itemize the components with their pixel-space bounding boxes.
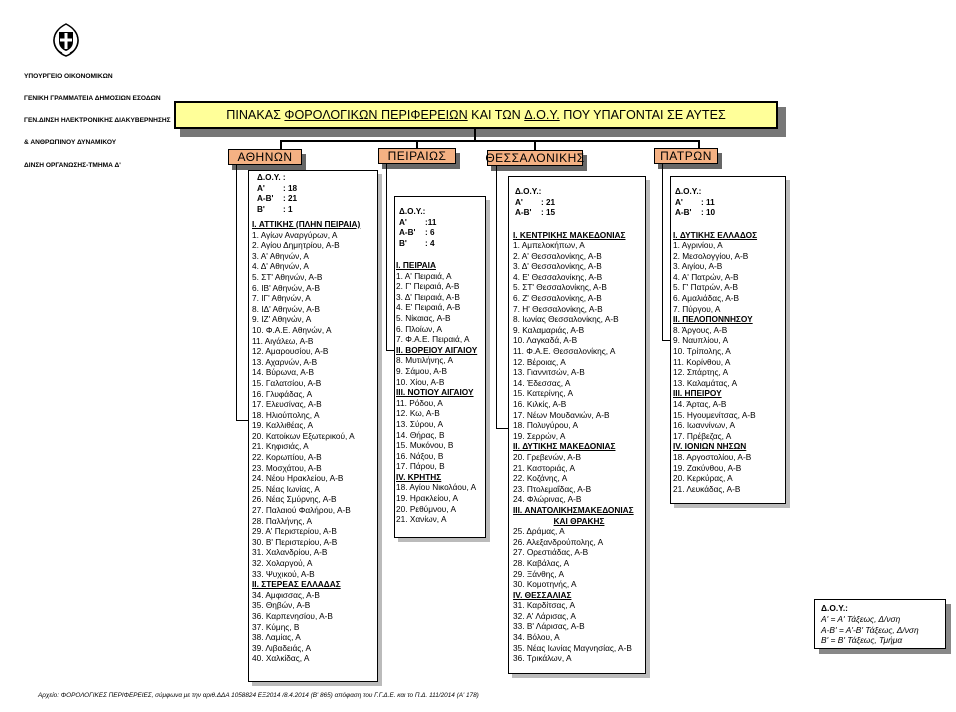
doy-title: Δ.Ο.Υ.: — [399, 207, 426, 216]
tax-office-item: 12. Βέροιας, Α — [513, 356, 566, 367]
tax-office-item: 12. Κω, Α-Β — [396, 408, 440, 419]
tax-office-item: 1. Αγρινίου, Α — [673, 240, 723, 251]
doy-count-class: Α' — [515, 197, 523, 207]
ministry-header — [24, 58, 171, 177]
tax-office-item: 38. Λαμίας, Α — [252, 632, 301, 643]
doy-title: Δ.Ο.Υ. : — [257, 173, 286, 182]
tax-office-item: 9. Σάμου, Α-Β — [396, 365, 448, 376]
tax-office-item: 6. Πλοίων, Α — [396, 323, 443, 334]
tax-office-item: 28. Παλλήνης, Α — [252, 515, 312, 526]
tree-line — [386, 350, 394, 351]
doy-counts — [395, 197, 485, 249]
tax-office-item: 1. Αγίων Αναργύρων, Α — [252, 229, 338, 240]
doy-count-row — [257, 194, 377, 205]
tax-office-item: 8. Ιωνίας Θεσσαλονίκης, Α-Β — [513, 314, 619, 325]
panel-thessaloniki — [508, 176, 646, 674]
tax-office-item: 37. Κύμης, Β — [252, 621, 300, 632]
tax-office-item: 26. Αλεξανδρούπολης, Α — [513, 536, 604, 547]
tax-office-item: 17. Ελευσίνας, Α-Β — [252, 399, 322, 410]
legend-line: Α-Β' = Α'-Β' Τάξεως, Δ/νση — [821, 624, 919, 635]
region-tab-athens: ΑΘΗΝΩΝ — [228, 149, 302, 165]
title-text-underlined: Δ.Ο.Υ. — [524, 108, 560, 122]
tax-office-item: 39. Λιβαδειάς, Α — [252, 642, 311, 653]
tax-office-item: 20. Γρεβενών, Α-Β — [513, 451, 582, 462]
tax-office-item: 25. Δράμας, Α — [513, 526, 565, 537]
subregion-heading: IV. ΙΟΝΙΩΝ ΝΗΣΩΝ — [673, 441, 747, 452]
tax-office-item: 10. Φ.Α.Ε. Αθηνών, Α — [252, 324, 332, 335]
doy-count-value: : 21 — [541, 197, 556, 207]
tax-office-item: 35. Νέας Ιωνίας Μαγνησίας, Α-Β — [513, 642, 632, 653]
tax-office-item: 16. Κιλκίς, Α-Β — [513, 399, 567, 409]
title-text-underlined: ΦΟΡΟΛΟΓΙΚΩΝ ΠΕΡΙΦΕΡΕΙΩΝ — [284, 108, 468, 122]
tree-line — [496, 166, 497, 428]
panel-patras — [670, 176, 786, 504]
tax-office-item: 10. Χίου, Α-Β — [396, 376, 445, 387]
tax-office-item: 3. Δ' Θεσσαλονίκης, Α-Β — [513, 261, 602, 272]
tax-office-list — [671, 219, 785, 495]
doy-count-class: Α-Β' — [399, 228, 416, 237]
doy-count-class: Α-Β' — [675, 208, 692, 217]
ministry-line: ΓΕΝΙΚΗ ΓΡΑΜΜΑΤΕΙΑ ΔΗΜΟΣΙΩΝ ΕΣΟΔΩΝ — [24, 95, 161, 103]
tax-office-item: 3. Α' Αθηνών, Α — [252, 250, 309, 261]
tax-office-item: 13. Καλαμάτας, Α — [673, 377, 738, 388]
tax-office-item: 22. Κοζάνης, Α — [513, 473, 568, 484]
region-tab-patras: ΠΑΤΡΩΝ — [654, 148, 718, 164]
tax-office-item: 29. Α' Περιστερίου, Α-Β — [252, 526, 337, 537]
legend-line: Β' = Β' Τάξεως, Τμήμα — [821, 635, 903, 646]
tax-office-item: 28. Καβάλας, Α — [513, 557, 570, 568]
tax-office-item: 22. Κορωπίου, Α-Β — [252, 452, 322, 463]
doy-title: Δ.Ο.Υ.: — [515, 187, 542, 196]
tax-office-item: 11. Ρόδου, Α — [396, 397, 443, 408]
doy-count-value: : 10 — [701, 208, 716, 217]
tax-office-item: 4. Ε' Θεσσαλονίκης, Α-Β — [513, 271, 603, 282]
tax-office-item: 14. Άρτας, Α-Β — [673, 399, 727, 409]
doy-count-row — [399, 228, 485, 239]
tax-office-item: 30. Κομοτηνής, Α — [513, 579, 577, 590]
tax-office-item: 18. Ηλιούπολης, Α — [252, 409, 320, 420]
doy-count-class: Α-Β' — [257, 194, 274, 203]
tax-office-item: 34. Αμφισσας, Α-Β — [252, 589, 320, 600]
tax-office-item: 16. Ιωαννίνων, Α — [673, 420, 736, 431]
tax-office-item: 7. Πύργου, Α — [673, 303, 721, 314]
tax-office-item: 36. Τρικάλων, Α — [513, 653, 572, 664]
tax-office-item: 17. Πάρου, Β — [396, 461, 445, 472]
doy-count-value: : 11 — [701, 197, 715, 207]
subregion-heading: IV. ΚΡΗΤΗΣ — [396, 471, 442, 482]
title-text: ΠΟΥ ΥΠΑΓΟΝΤΑΙ ΣΕ ΑΥΤΕΣ — [563, 108, 726, 122]
tax-office-item: 5. ΣΤ' Αθηνών, Α-Β — [252, 271, 323, 282]
doy-count-class: Α' — [257, 183, 265, 193]
legend-line: Α' = Α' Τάξεως, Δ/νση — [821, 613, 901, 624]
doy-count-row — [257, 184, 377, 195]
doy-count-value: : 4 — [425, 238, 435, 248]
doy-count-value: :11 — [425, 217, 437, 227]
tax-office-item: 8. Άργους, Α-Β — [673, 324, 728, 335]
tax-office-item: 33. Β' Λάρισας, Α-Β — [513, 621, 585, 632]
title-text: ΠΙΝΑΚΑΣ — [226, 108, 281, 122]
tax-office-item: 4. Ε' Πειραιά, Α-Β — [396, 302, 461, 313]
tax-office-item: 36. Καρπενησίου, Α-Β — [252, 610, 333, 621]
tax-office-item: 15. Κατερίνης, Α — [513, 388, 574, 399]
doy-count-value: : 15 — [541, 208, 556, 217]
tax-office-item: 13. Σύρου, Α — [396, 418, 444, 429]
legend — [814, 599, 946, 649]
tax-office-item: 6. Αμαλιάδας, Α-Β — [673, 293, 740, 304]
subregion-heading: ΚΑΙ ΘΡΑΚΗΣ — [553, 515, 605, 526]
connector-line — [280, 140, 700, 142]
tax-office-item: 23. Πτολεμαΐδας, Α-Β — [513, 483, 592, 494]
tax-office-item: 6. ΙΒ' Αθηνών, Α-Β — [252, 282, 321, 293]
tax-office-item: 35. Θηβών, Α-Β — [252, 600, 311, 611]
tax-office-item: 31. Καρδίτσας, Α — [513, 600, 576, 611]
tax-office-item: 8. ΙΔ' Αθηνών, Α-Β — [252, 303, 321, 314]
tax-office-item: 16. Νάξου, Β — [396, 450, 444, 461]
tax-office-item: 12. Αμαρουσίου, Α-Β — [252, 346, 329, 357]
ministry-line: ΔΙΝΣΗ ΟΡΓΑΝΩΣΗΣ-ΤΜΗΜΑ Δ' — [24, 161, 121, 169]
tax-office-item: 27. Ορεστιάδας, Α-Β — [513, 547, 589, 558]
tax-office-item: 14. Θήρας, Β — [396, 429, 445, 440]
tax-office-item: 29. Ξάνθης, Α — [513, 568, 565, 579]
tax-office-item: 25. Νέας Ιωνίας, Α — [252, 483, 320, 494]
tax-office-item: 9. Καλαμαριάς, Α-Β — [513, 324, 585, 335]
tax-office-item: 10. Τρίπολης, Α — [673, 346, 731, 357]
tree-line — [236, 165, 237, 420]
tax-office-item: 20. Κερκύρας, Α — [673, 473, 733, 484]
tree-line — [496, 428, 508, 429]
footer-note: Αρχείο: ΦΟΡΟΛΟΓΙΚΕΣ ΠΕΡΙΦΕΡΕΙΕΣ, σύμφωνα με την αριθ.ΔΔΑ 1058824 ΕΞ2014 /8.4.2014 (Β' 865) απόφαση του Γ.Γ.Δ.Ε. και το Π.Δ. 111/2014 (Α' 178) — [38, 692, 479, 699]
subregion-heading: I. ΑΤΤΙΚΗΣ (ΠΛΗΝ ΠΕΙΡΑΙΑ) — [252, 219, 361, 229]
tax-office-item: 19. Καλλιθέας, Α — [252, 420, 314, 431]
tax-office-item: 2. Γ' Πειραιά, Α-Β — [396, 281, 460, 292]
doy-count-row — [675, 208, 785, 219]
panel-athens — [248, 170, 378, 682]
doy-count-value: : 1 — [283, 204, 293, 214]
tax-office-item: 11. Φ.Α.Ε. Θεσσαλονίκης, Α — [513, 346, 616, 357]
tree-line — [662, 340, 670, 341]
tax-office-item: 18. Αργοστολίου, Α-Β — [673, 451, 752, 462]
subregion-heading: II. ΒΟΡΕΙΟΥ ΑΙΓΑΙΟΥ — [396, 344, 478, 355]
tax-office-item: 21. Χανίων, Α — [396, 514, 447, 525]
doy-count-class: Α' — [675, 197, 683, 207]
doy-counts — [509, 177, 645, 219]
tax-office-item: 13. Αχαρνών, Α-Β — [252, 356, 318, 367]
doy-count-row — [675, 198, 785, 209]
tax-office-item: 2. Α' Θεσσαλονίκης, Α-Β — [513, 250, 602, 261]
doy-counts — [671, 177, 785, 219]
tax-office-item: 3. Δ' Πειραιά, Α-Β — [396, 291, 460, 302]
greek-coat-of-arms-icon — [48, 22, 84, 58]
tax-office-list — [395, 249, 485, 525]
title-text: ΚΑΙ ΤΩΝ — [471, 108, 521, 122]
tax-office-item: 9. Ναυπλίου, Α — [673, 335, 729, 346]
subregion-heading: I. ΔΥΤΙΚΗΣ ΕΛΛΑΔΟΣ — [673, 229, 758, 240]
subregion-heading: III. ΗΠΕΙΡΟΥ — [673, 388, 722, 399]
tax-office-item: 2. Αγίου Δημητρίου, Α-Β — [252, 240, 340, 251]
tax-office-item: 1. Α' Πειραιά, Α — [396, 270, 452, 281]
tax-office-item: 1. Αμπελοκήπων, Α — [513, 240, 585, 251]
ministry-line: ΓΕΝ.ΔΙΝΣΗ ΗΛΕΚΤΡΟΝΙΚΗΣ ΔΙΑΚΥΒΕΡΝΗΣΗΣ — [24, 117, 171, 125]
tax-office-item: 8. Μυτιλήνης, Α — [396, 355, 454, 366]
tax-office-item: 9. ΙΖ' Αθηνών, Α — [252, 314, 312, 325]
tax-office-item: 32. Α' Λάρισας, Α — [513, 610, 576, 621]
tax-office-item: 31. Χαλανδρίου, Α-Β — [252, 547, 328, 558]
tax-office-item: 21. Κηφισιάς, Α — [252, 441, 309, 452]
tax-office-item: 13. Γιαννιτσών, Α-Β — [513, 367, 585, 378]
tax-office-item: 16. Γλυφάδας, Α — [252, 388, 313, 399]
tax-office-item: 20. Ρεθύμνου, Α — [396, 503, 456, 514]
doy-count-class: Β' — [257, 204, 265, 214]
region-tab-thessaloniki: ΘΕΣΣΑΛΟΝΙΚΗΣ — [485, 151, 585, 165]
tax-office-item: 24. Φλώρινας, Α-Β — [513, 494, 582, 505]
ministry-line: ΥΠΟΥΡΓΕΙΟ ΟΙΚΟΝΟΜΙΚΩΝ — [24, 72, 113, 80]
tax-office-item: 5. Γ' Πατρών, Α-Β — [673, 282, 739, 293]
region-tab-piraeus: ΠΕΙΡΑΙΩΣ — [378, 148, 456, 164]
tax-office-item: 18. Πολυγύρου, Α — [513, 420, 579, 431]
subregion-heading: II. ΔΥΤΙΚΗΣ ΜΑΚΕΔΟΝΙΑΣ — [513, 441, 616, 452]
tax-office-item: 18. Αγίου Νικολάου, Α — [396, 482, 477, 493]
tax-office-item: 17. Πρέβεζας, Α — [673, 430, 732, 441]
tax-office-item: 5. Νίκαιας, Α-Β — [396, 312, 451, 323]
doy-count-row — [515, 198, 645, 209]
tax-office-item: 17. Νέων Μουδανιών, Α-Β — [513, 409, 610, 420]
doy-count-class: Α-Β' — [515, 208, 532, 217]
tax-office-item: 14. Βύρωνα, Α-Β — [252, 367, 315, 378]
tax-office-list — [509, 219, 645, 664]
doy-title: Δ.Ο.Υ.: — [675, 187, 702, 196]
tree-line — [662, 164, 663, 340]
tax-office-item: 7. ΙΓ' Αθηνών, Α — [252, 293, 311, 304]
doy-count-row — [399, 239, 485, 250]
tax-office-list — [249, 215, 377, 664]
subregion-heading: I. ΠΕΙΡΑΙΑ — [396, 260, 436, 270]
doy-count-row — [257, 205, 377, 216]
tax-office-item: 27. Παλαιού Φαλήρου, Α-Β — [252, 505, 351, 516]
tax-office-item: 5. ΣΤ' Θεσσαλονίκης, Α-Β — [513, 282, 607, 293]
subregion-heading: III. ΝΟΤΙΟΥ ΑΙΓΑΙΟΥ — [396, 387, 474, 398]
tax-office-item: 32. Χολαργού, Α — [252, 558, 313, 568]
tax-office-item: 14. Έδεσσας, Α — [513, 377, 571, 388]
tax-office-item: 19. Ζακύνθου, Α-Β — [673, 462, 742, 473]
legend-title: Δ.Ο.Υ.: — [821, 603, 848, 613]
ministry-line: & ΑΝΘΡΩΠΙΝΟΥ ΔΥΝΑΜΙΚΟΥ — [24, 139, 117, 147]
doy-count-row — [515, 208, 645, 219]
doy-count-row — [399, 218, 485, 229]
tax-office-item: 7. Φ.Α.Ε. Πειραιά, Α — [396, 334, 470, 345]
tax-office-item: 26. Νέας Σμύρνης, Α-Β — [252, 494, 337, 505]
doy-count-value: : 6 — [425, 228, 435, 237]
tax-office-item: 23. Μοσχάτου, Α-Β — [252, 462, 322, 473]
tax-office-item: 24. Νέου Ηρακλείου, Α-Β — [252, 473, 344, 484]
subregion-heading: II. ΣΤΕΡΕΑΣ ΕΛΛΑΔΑΣ — [252, 579, 341, 590]
tax-office-item: 11. Κορίνθου, Α — [673, 356, 731, 367]
tax-office-item: 2. Μεσολογγίου, Α-Β — [673, 250, 749, 261]
tax-office-item: 21. Καστοριάς, Α — [513, 462, 576, 473]
subregion-heading: II. ΠΕΛΟΠΟΝΝΗΣΟΥ — [673, 314, 753, 325]
tax-office-item: 3. Αιγίου, Α-Β — [673, 261, 723, 272]
tax-office-item: 19. Σερρών, Α — [513, 430, 566, 441]
tax-office-item: 15. Μυκόνου, Β — [396, 440, 454, 451]
subregion-heading: I. ΚΕΝΤΡΙΚΗΣ ΜΑΚΕΔΟΝΙΑΣ — [513, 229, 626, 240]
tax-office-item: 6. Ζ' Θεσσαλονίκης, Α-Β — [513, 293, 602, 304]
tax-office-item: 11. Αιγάλεω, Α-Β — [252, 335, 314, 346]
page-title — [174, 101, 778, 129]
tax-office-item: 33. Ψυχικού, Α-Β — [252, 568, 315, 579]
tax-office-item: 30. Β' Περιστερίου, Α-Β — [252, 536, 338, 547]
tree-line — [386, 164, 387, 350]
doy-count-class: Β' — [399, 238, 407, 248]
connector-line — [474, 129, 476, 142]
doy-count-value: : 18 — [283, 183, 298, 193]
tax-office-item: 4. Δ' Αθηνών, Α — [252, 261, 309, 272]
tree-line — [236, 420, 248, 421]
subregion-heading: IV. ΘΕΣΣΑΛΙΑΣ — [513, 589, 572, 600]
tax-office-item: 7. Η' Θεσσαλονίκης, Α-Β — [513, 303, 603, 314]
tax-office-item: 40. Χαλκίδας, Α — [252, 653, 310, 664]
tax-office-item: 4. Α' Πατρών, Α-Β — [673, 271, 739, 282]
doy-count-value: : 21 — [283, 194, 298, 203]
tax-office-item: 15. Γαλατσίου, Α-Β — [252, 377, 322, 388]
subregion-heading: III. ΑΝΑΤΟΛΙΚΗΣΜΑΚΕΔΟΝΙΑΣ — [513, 504, 634, 515]
tax-office-item: 20. Κατοίκων Εξωτερικού, Α — [252, 430, 355, 441]
panel-piraeus — [394, 196, 486, 538]
tax-office-item: 19. Ηρακλείου, Α — [396, 493, 459, 504]
tax-office-item: 34. Βόλου, Α — [513, 632, 560, 643]
tax-office-item: 15. Ηγουμενίτσας, Α-Β — [673, 409, 756, 420]
tax-office-item: 12. Σπάρτης, Α — [673, 367, 729, 378]
doy-counts — [249, 171, 377, 215]
tax-office-item: 21. Λευκάδας, Α-Β — [673, 483, 741, 494]
doy-count-class: Α' — [399, 217, 407, 227]
tax-office-item: 10. Λαγκαδά, Α-Β — [513, 335, 578, 346]
